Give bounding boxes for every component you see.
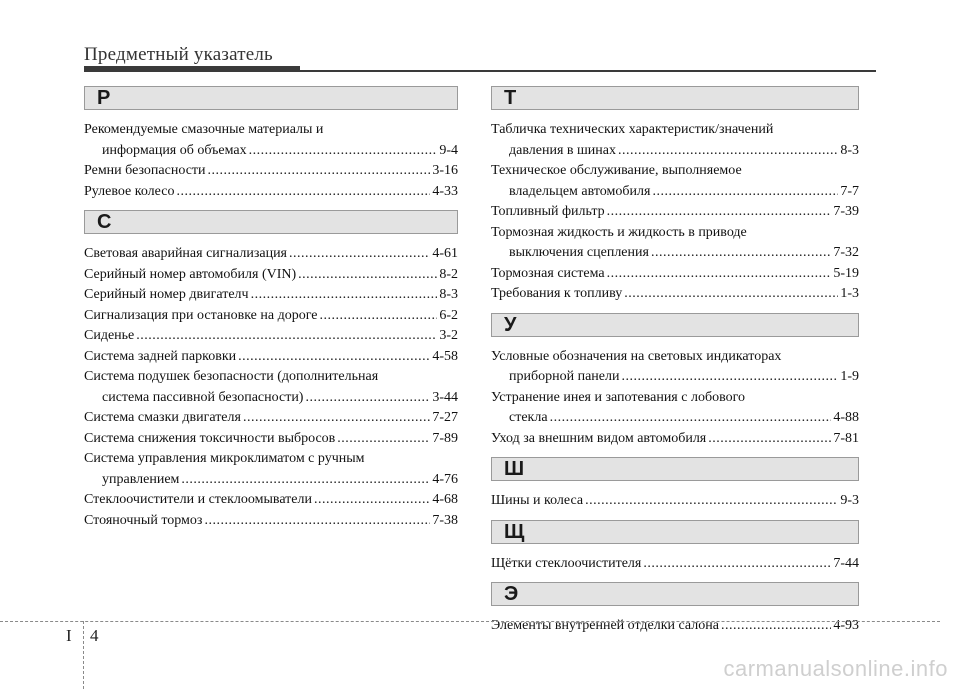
index-entry bbox=[491, 284, 859, 305]
index-entry-text: Стеклоочистители и стеклоомыватели bbox=[84, 492, 312, 507]
dot-leader bbox=[136, 326, 437, 347]
index-letter-heading: Т bbox=[491, 86, 859, 110]
index-entry-page-ref: 1-9 bbox=[840, 369, 859, 384]
dot-leader bbox=[337, 429, 430, 450]
index-entry bbox=[84, 326, 458, 347]
index-entry bbox=[491, 554, 859, 575]
index-entry-page-ref: 3-44 bbox=[432, 389, 458, 405]
index-entry-page-ref: 8-3 bbox=[840, 142, 859, 158]
index-column-left bbox=[84, 86, 458, 539]
watermark: carmanualsonline.info bbox=[723, 656, 948, 681]
dot-leader bbox=[204, 511, 430, 532]
index-entry bbox=[491, 429, 859, 450]
dot-leader bbox=[289, 244, 430, 265]
index-entry-text: Уход за внешним видом автомобиля bbox=[491, 430, 707, 446]
index-entry bbox=[84, 490, 458, 511]
index-entry bbox=[491, 161, 859, 202]
index-entry-text: Сиденье bbox=[84, 328, 135, 343]
index-entry-page-ref: 5-19 bbox=[833, 265, 859, 281]
index-entry-text: Серийный номер автомобиля (VIN) bbox=[84, 266, 297, 282]
index-entry bbox=[491, 347, 859, 388]
index-entry-text: Техническое обслуживание, выполняемое bbox=[491, 163, 742, 178]
index-entry bbox=[84, 429, 458, 450]
index-entry-text: Табличка технических характеристик/значений bbox=[491, 122, 774, 137]
index-entry-page-ref: 7-7 bbox=[840, 183, 859, 199]
index-entry-page-ref: 4-88 bbox=[833, 410, 859, 425]
index-entry-text: приборной панели bbox=[509, 369, 620, 384]
dot-leader bbox=[181, 470, 430, 491]
dot-leader bbox=[643, 554, 831, 575]
index-entry-text: Рулевое колесо bbox=[84, 183, 175, 199]
index-entry bbox=[84, 265, 458, 286]
index-entry-text: Шины и колеса bbox=[491, 493, 584, 508]
index-entry bbox=[84, 285, 458, 306]
index-entry-page-ref: 7-44 bbox=[833, 555, 859, 571]
index-entry bbox=[491, 223, 859, 264]
dot-leader bbox=[621, 367, 838, 388]
index-column-right bbox=[491, 86, 859, 645]
dot-leader bbox=[652, 182, 838, 203]
dot-leader bbox=[314, 490, 430, 511]
dot-leader bbox=[243, 408, 430, 429]
index-entry-text: Щётки стеклоочистителя bbox=[491, 555, 642, 571]
index-entry-text: Световая аварийная сигнализация bbox=[84, 246, 287, 261]
dot-leader bbox=[651, 243, 831, 264]
index-entry bbox=[491, 202, 859, 223]
index-entry-text: Ремни безопасности bbox=[84, 163, 206, 178]
index-entry-page-ref: 6-2 bbox=[439, 307, 458, 323]
index-entry bbox=[84, 347, 458, 368]
index-entry-page-ref: 4-61 bbox=[432, 246, 458, 261]
index-entry bbox=[491, 616, 859, 637]
index-entry-text: Сигнализация при остановке на дороге bbox=[84, 307, 318, 323]
index-entry-text: давления в шинах bbox=[509, 142, 616, 158]
index-entry-page-ref: 7-38 bbox=[432, 512, 458, 528]
dot-leader bbox=[550, 408, 832, 429]
dot-leader bbox=[319, 306, 437, 327]
index-entry-list bbox=[84, 120, 458, 202]
index-entry-page-ref: 8-3 bbox=[439, 287, 458, 302]
index-entry bbox=[491, 120, 859, 161]
footer-divider bbox=[0, 621, 940, 622]
index-entry bbox=[84, 182, 458, 203]
dot-leader bbox=[618, 141, 838, 162]
index-entry-list bbox=[491, 616, 859, 637]
header-rule-thin bbox=[300, 70, 876, 72]
index-entry-list bbox=[491, 554, 859, 575]
index-entry-page-ref: 9-4 bbox=[439, 142, 458, 158]
dot-leader bbox=[721, 616, 831, 637]
dot-leader bbox=[607, 264, 832, 285]
index-entry-text: Тормозная жидкость и жидкость в приводе bbox=[491, 224, 747, 240]
index-entry-text: владельцем автомобиля bbox=[509, 183, 651, 199]
index-entry-text: Система управления микроклиматом с ручным bbox=[84, 451, 365, 466]
index-entry bbox=[84, 244, 458, 265]
index-entry-list bbox=[491, 347, 859, 450]
footer-chapter-number: I bbox=[66, 626, 72, 645]
index-entry-text: система пассивной безопасности) bbox=[102, 389, 304, 405]
index-entry-text: Элементы внутренней отделки салона bbox=[491, 618, 719, 633]
index-letter-heading: С bbox=[84, 210, 458, 234]
dot-leader bbox=[708, 429, 831, 450]
index-entry bbox=[84, 120, 458, 161]
index-entry-text: Тормозная система bbox=[491, 265, 605, 281]
index-entry-text: Система подушек безопасности (дополнительная bbox=[84, 369, 379, 384]
dot-leader bbox=[208, 161, 431, 182]
index-letter-heading: У bbox=[491, 313, 859, 337]
index-entry-text: Система смазки двигателя bbox=[84, 410, 241, 425]
index-entry bbox=[84, 306, 458, 327]
index-entry-text: Топливный фильтр bbox=[491, 204, 605, 219]
dot-leader bbox=[607, 202, 832, 223]
dot-leader bbox=[238, 347, 430, 368]
index-entry-text: Серийный номер двигателч bbox=[84, 287, 249, 302]
footer-vertical-divider bbox=[83, 621, 84, 689]
dot-leader bbox=[305, 388, 430, 409]
page-title: Предметный указатель bbox=[84, 44, 273, 65]
index-entry-page-ref: 7-27 bbox=[432, 410, 458, 425]
index-entry-page-ref: 4-68 bbox=[432, 492, 458, 507]
index-entry-text: Условные обозначения на световых индикаторах bbox=[491, 348, 782, 364]
index-entry-text: Рекомендуемые смазочные материалы и bbox=[84, 122, 324, 137]
index-entry bbox=[84, 408, 458, 429]
index-entry-text: Устранение инея и запотевания с лобового bbox=[491, 389, 745, 405]
dot-leader bbox=[298, 265, 437, 286]
index-entry-text: Система задней парковки bbox=[84, 348, 237, 364]
index-entry-page-ref: 4-76 bbox=[432, 471, 458, 487]
dot-leader bbox=[624, 284, 838, 305]
index-entry-text: Требования к топливу bbox=[491, 286, 623, 301]
index-entry-list bbox=[491, 120, 859, 305]
dot-leader bbox=[249, 141, 438, 162]
index-entry-page-ref: 9-3 bbox=[840, 493, 859, 508]
index-entry bbox=[84, 449, 458, 490]
index-entry-page-ref: 8-2 bbox=[439, 266, 458, 282]
index-entry-list bbox=[84, 244, 458, 531]
dot-leader bbox=[585, 491, 838, 512]
index-entry-text: управлением bbox=[102, 471, 180, 487]
index-entry-page-ref: 3-2 bbox=[439, 328, 458, 343]
index-entry-text: Стояночный тормоз bbox=[84, 512, 203, 528]
footer-page-number: 4 bbox=[90, 626, 99, 645]
index-entry bbox=[84, 161, 458, 182]
index-entry-page-ref: 7-89 bbox=[432, 430, 458, 446]
index-entry-list bbox=[491, 491, 859, 512]
index-entry-page-ref: 4-93 bbox=[833, 618, 859, 633]
index-entry-page-ref: 1-3 bbox=[840, 286, 859, 301]
index-entry bbox=[84, 511, 458, 532]
header-rule-thick bbox=[84, 66, 300, 72]
dot-leader bbox=[251, 285, 438, 306]
index-entry-page-ref: 3-16 bbox=[432, 163, 458, 178]
index-entry bbox=[491, 264, 859, 285]
dot-leader bbox=[176, 182, 430, 203]
index-entry-text: стекла bbox=[509, 410, 548, 425]
index-letter-heading: Ш bbox=[491, 457, 859, 481]
index-entry-page-ref: 4-33 bbox=[432, 183, 458, 199]
index-entry-page-ref: 7-32 bbox=[833, 245, 859, 260]
index-entry-page-ref: 7-39 bbox=[833, 204, 859, 219]
index-entry-page-ref: 7-81 bbox=[833, 430, 859, 446]
index-entry-text: информация об объемах bbox=[102, 142, 247, 158]
index-entry bbox=[491, 388, 859, 429]
index-letter-heading: Щ bbox=[491, 520, 859, 544]
index-entry bbox=[84, 367, 458, 408]
index-letter-heading: Э bbox=[491, 582, 859, 606]
index-entry bbox=[491, 491, 859, 512]
index-letter-heading: Р bbox=[84, 86, 458, 110]
index-entry-text: Система снижения токсичности выбросов bbox=[84, 430, 336, 446]
index-entry-page-ref: 4-58 bbox=[432, 348, 458, 364]
index-entry-text: выключения сцепления bbox=[509, 245, 649, 260]
